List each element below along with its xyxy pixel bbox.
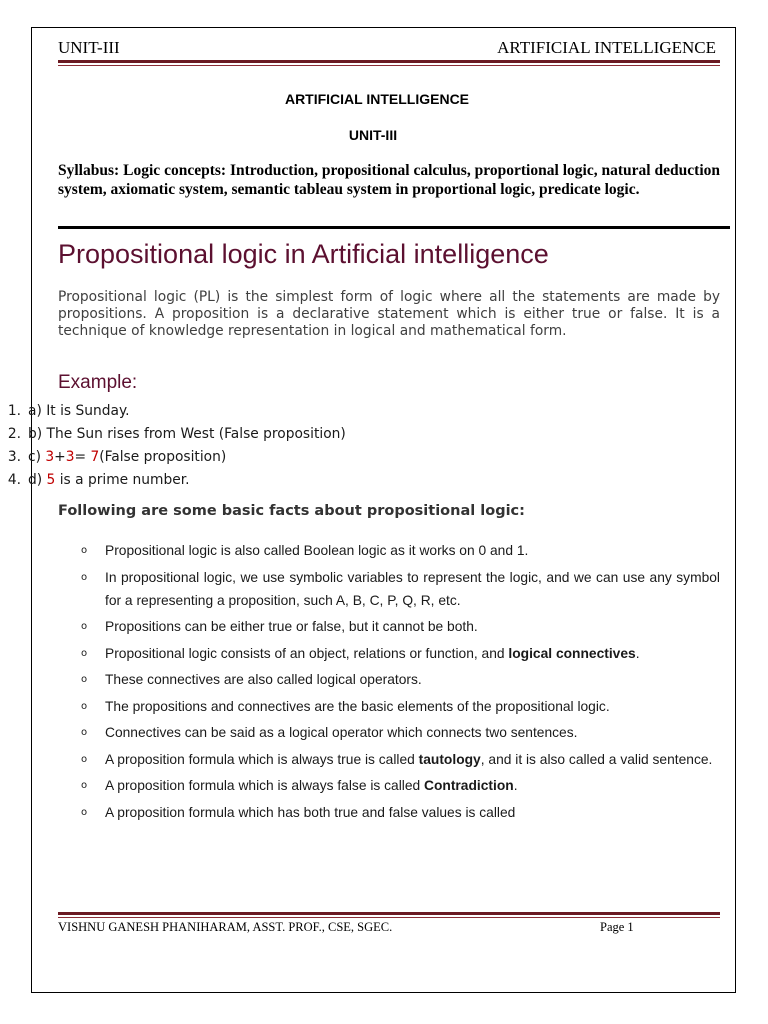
example-heading: Example:: [58, 372, 138, 393]
bullet-marker: o: [81, 571, 88, 583]
header-rule-thin: [58, 65, 720, 66]
list-item: o A proposition formula which has both true and false values is called: [78, 801, 720, 824]
footer-author: VISHNU GANESH PHANIHARAM, ASST. PROF., CSE, SGEC.: [58, 920, 393, 934]
document-title: ARTIFICIAL INTELLIGENCE: [284, 91, 470, 107]
list-number: 2.: [7, 426, 21, 442]
section-divider: [58, 226, 730, 229]
list-text: a) It is Sunday.: [28, 403, 130, 419]
list-item: o The propositions and connectives are the basic elements of the propositional logic.: [78, 695, 720, 718]
list-item: o These connectives are also called logical operators.: [78, 668, 720, 691]
header-unit: UNIT-III: [58, 38, 120, 57]
bullet-marker: o: [81, 545, 88, 556]
list-item: o Propositions can be either true or false, but it cannot be both.: [78, 615, 720, 638]
list-item: o Propositional logic is also called Boolean logic as it works on 0 and 1.: [78, 539, 720, 562]
unit-title: UNIT-III: [348, 127, 398, 143]
bullet-marker: o: [81, 806, 88, 818]
list-number: 4.: [7, 472, 21, 488]
list-text: c) 3+3= 7(False proposition): [28, 449, 227, 465]
list-item: [1, 423, 401, 446]
list-text: b) The Sun rises from West (False proposition): [28, 426, 346, 442]
example-list: [1, 400, 401, 492]
list-number: 3.: [7, 449, 21, 465]
bullet-marker: o: [81, 780, 88, 791]
facts-heading: Following are some basic facts about propositional logic:: [58, 503, 525, 519]
page-number: Page 1: [600, 920, 634, 934]
list-number: 1.: [7, 403, 21, 419]
bullet-marker: o: [81, 727, 88, 738]
bullet-marker: o: [81, 753, 88, 765]
document-page: [7, 27, 736, 993]
bullet-marker: o: [81, 674, 88, 685]
list-item: o In propositional logic, we use symbolic variables to represent the logic, and we can use any symbol for a representing a proposition, such A, B, C, P, Q, R, etc.: [78, 566, 720, 612]
bullet-marker: o: [81, 647, 88, 659]
list-item: o A proposition formula which is always false is called Contradiction.: [78, 774, 720, 797]
bullet-marker: o: [81, 621, 88, 632]
list-item: [1, 469, 401, 492]
list-item: [1, 400, 401, 423]
syllabus-text: Syllabus: Logic concepts: Introduction, propositional calculus, proportional logic, natural deduction system, axiomatic system, semantic tableau system in proportional logic, predicate logic.: [58, 162, 720, 198]
footer-rule-thin: [58, 917, 720, 918]
header-rule-thick: [58, 60, 720, 63]
intro-paragraph: Propositional logic (PL) is the simplest form of logic where all the statements are made by propositions. A proposition is a declarative statement which is either true or false. It is a technique of knowledge representation in logical and mathematical form.: [58, 289, 720, 339]
footer-rule-thick: [58, 912, 720, 915]
header-subject: ARTIFICIAL INTELLIGENCE: [497, 38, 716, 57]
list-item: [1, 446, 401, 469]
facts-list: [78, 539, 720, 827]
section-heading: Propositional logic in Artificial intelligence: [58, 239, 549, 269]
list-text: d) 5 is a prime number.: [28, 472, 190, 488]
bullet-marker: o: [81, 700, 88, 712]
list-item: o Connectives can be said as a logical operator which connects two sentences.: [78, 721, 720, 744]
list-item: o Propositional logic consists of an object, relations or function, and logical connectives.: [78, 642, 720, 665]
list-item: o A proposition formula which is always true is called tautology, and it is also called a valid sentence.: [78, 748, 720, 771]
